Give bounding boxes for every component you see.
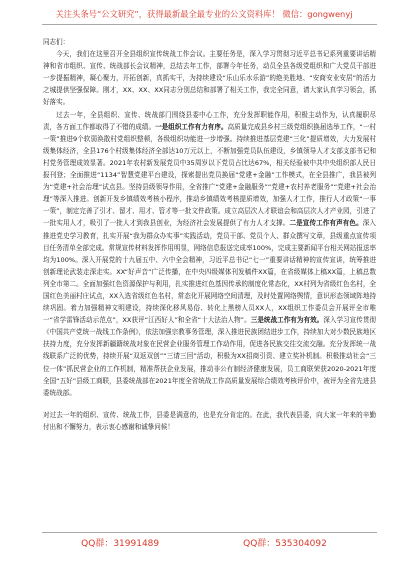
paragraph (43, 48, 376, 108)
document-body (43, 36, 376, 433)
salutation: 同志们： (43, 38, 70, 46)
qq-group-2: QQ群：535304092 (243, 539, 327, 549)
text-run: 今天，我们在这里召开全县组织宣传统战工作会议。主要任务是，深入学习贯彻习近平总书记系列重要讲话精神和省市组织、宣传、统战部长会议精神，总结去年工作，部署今年任务，动员全县各级党组织和广大党员干部进一步提振精神，凝心聚力，开拓创新，真抓实干，为持续建设“乐山乐水乐游”的绝美胜地、“安商安业安居”的活力之城提供坚强保障。刚才，XX、XX、XX同志分别总结和部署了相关工作，我完全同意，请大家认真学习领会，抓好落实。 (43, 50, 376, 107)
bold-heading-run: 二是宣传工作有声有色。 (289, 219, 363, 228)
footer (0, 536, 408, 549)
bold-heading-run: 三是统战工作有为有效。 (250, 316, 324, 325)
header-divider (42, 24, 377, 25)
paragraph (43, 109, 376, 433)
text-run: 高质量完成县乡村三级党组织换届选举工作，“一村一策”推进9个软弱涣散村党组织整顿，各级组织功能进一步增强。持续推进基层党建“三化”提质增效，大力发展村级集体经济，全县176个村级集体经济全部达10万元以上，不断加强党员队伍建设，乡镇领导人才支部支部书记和村党务管理成效显著。2021年农村新发展党员中35周岁以下党员占比达67%，相关经验被中共中央组织部人民日报刊登；全面推进“1134”智慧党建平台建设，探索提出党员换届“党建+金融”工作模式，在全县推广，我县被列为“党建+社会治理”试点县。坚持县级领导作用，全省推广“党建+金融服务”“党建+农村养老服务”“党建+社会治理”等深入推进。创新开发乡镇绩效考核小程序，推动乡镇绩效考核提质增效，加强人才工作，推行人才政策“一事一策”，制定完善了引才、留才、用才、管才等一批文件政策。成立高层次人才联谊会和高层次人才产业园，引进了一批实用人才，吸引了一批人才到我县创业，为经济社会发展提供了有力人才支撑。 (43, 122, 376, 228)
qq-group-1: QQ群：31991489 (81, 539, 160, 549)
paragraph-list (43, 48, 376, 433)
text-run: 深入学习宣传贯彻《中国共产党统一战线工作条例》，依法加强宗教事务管理，深入推进民族团结进步工作，持续加大对少数民族地区扶持力度，充分发挥新疆籍统战对象在民营企业服务管理工作动作用，促进各民族交往交流交融。充分发挥统一战线联系广泛的优势，持续开展“双返双创”“三请三回”活动，积极为XX招商引资、建立奖补机制。积极推动社会“三位一体”抓民营企业的工作机制，精准帮扶企业发展，推动非公有制经济健康发展，员工商联荣获2020-2021年度全国“五好”县级工商联，县委统战部在2021年度全省统战工作高质量发展综合绩效考核评价中，被评为全省先进县委统战部。 (43, 316, 376, 397)
header-banner: 关注头条号“公文研究”，获得最新最全最专业的公文资料库！ 微信：gongwenyj (55, 9, 353, 19)
text-run: 深入推进党史学习教育，扎实开展“我为群众办实事”实践活动，党员干部、党员个人、群众撰写文章，县级重点宣传项目任务清单全部完成。常规宣传材料发挥作用明显，网络信息报送完成率100%，完成主要新闻平台相关网站报送率均为100%。深入开展党的十九届五中、六中全会精神，习近平总书记“七一”重要讲话精神的宣传宣讲，统筹推进创新理论武装走深走实。XX“好声音”广泛传播，在中央四级媒体刊发稿件XX篇，在省级媒体上稿XX篇，上稿总数列全市第二。全面加强红色资源保护与利用，扎实推进红色基因传承的制度化常态化，XX村列为省级红色名村，全国红色美丽村庄试点，XX入选省级红色名村，常态化开展网络空间清理，及时处置网络舆情，意识形态领域阵地持续巩固。着力加强精神文明建设，持续深化移风易俗、转化上黑榜人员XX人，XX组织工作委员会开展评全市唯一“省学雷锋活动示范点”，XX获评“江西好人”和全省“十大法治人物”。 (43, 219, 376, 325)
text-run: 对过去一年的组织、宣传、统战工作，县委是满意的，也是充分肯定的。在此，我代表县委，向大家一年来的辛勤付出和不懈努力，表示衷心感谢和诚挚问候！ (43, 410, 376, 431)
bold-heading-run: 一是组织工作有力有序。 (155, 122, 228, 131)
text-run: 过去一年，全县组织、宣传、统战部门围绕县委中心工作，充分发挥职能作用，积极主动作为，认真履职尽责，各方面工作都取得了不错的成绩。 (43, 110, 376, 131)
paragraph-gap (43, 399, 376, 409)
footer-divider (42, 532, 377, 533)
